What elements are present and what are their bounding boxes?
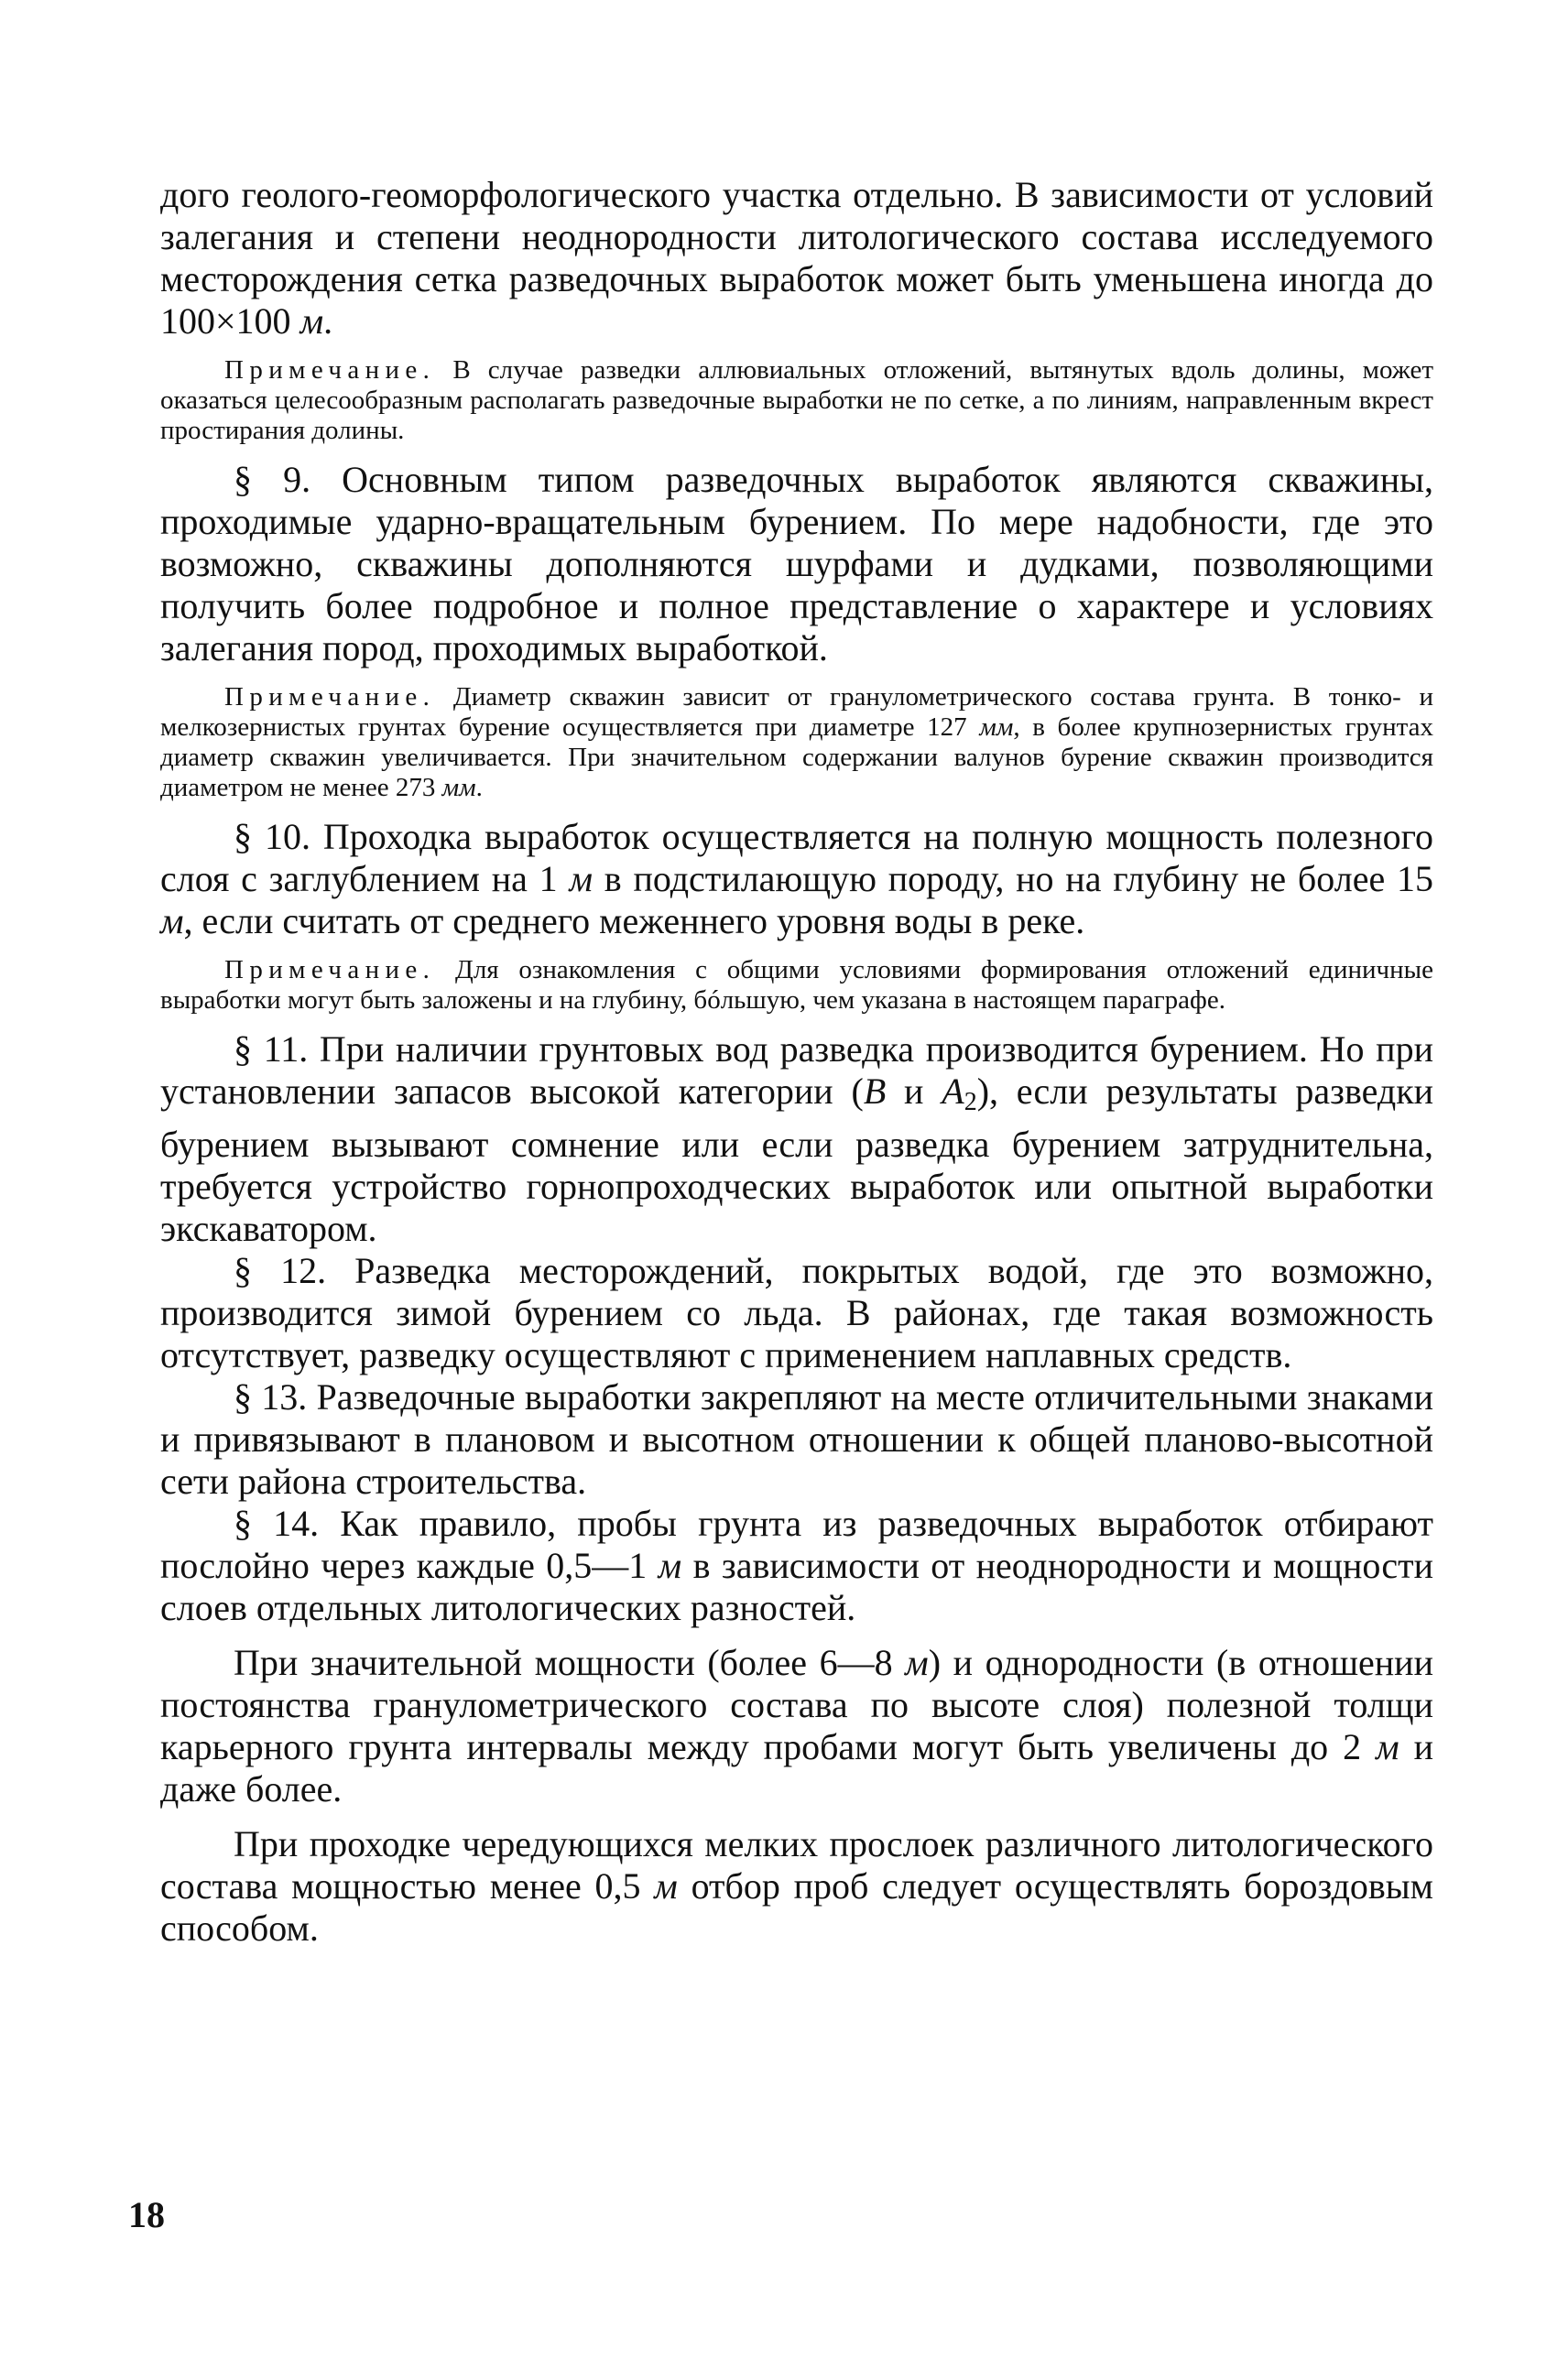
unit-label: м: [654, 1865, 678, 1907]
paragraph-continuation: дого геолого-геоморфологического участка отдельно. В зависимости от условий залегания и степени неоднородности литологического состава исследуемого месторождения сетка разведочных выработок может быть уменьшена иногда до 100×100 м.: [160, 174, 1433, 342]
section-12: [160, 1250, 1433, 1376]
unit-label: мм: [441, 773, 476, 802]
unit-label: м: [1376, 1726, 1399, 1767]
page-body: [160, 174, 1433, 1950]
section-13: [160, 1376, 1433, 1503]
unit-label: м: [569, 858, 593, 899]
paragraph-thickness: [160, 1642, 1433, 1810]
unit-label: м: [905, 1642, 929, 1683]
section-14: [160, 1503, 1433, 1629]
section-text: и: [904, 1070, 924, 1112]
note-text: Диаметр скважин зависит от гранулометрического состава грунта. В тонко- и мелкозернистых грунтах бурение осуществляется при диаметре 127: [160, 682, 1433, 742]
paragraph-layers: [160, 1823, 1433, 1950]
section-text: в подстилающую породу, но на глубину не более 15: [604, 858, 1434, 899]
section-text: , если считать от среднего меженнего уровня воды в реке.: [183, 900, 1085, 941]
page-number: 18: [128, 2194, 165, 2235]
unit-label: м: [299, 300, 324, 342]
unit-label: м: [658, 1545, 682, 1586]
section-text: § 11. При наличии грунтовых вод разведка производится бурением. Но при установлении запасов высокой категории (: [160, 1028, 1433, 1112]
section-text: § 9. Основным типом разведочных выработок являются скважины, проходимые ударно-вращательным бурением. По мере надобности, где это возможно, скважины дополняются шурфами и дудками, позволяющими получить более подробное и полное представление о характере и условиях залегания пород, проходимых выработкой.: [160, 459, 1433, 668]
section-text: § 12. Разведка месторождений, покрытых водой, где это возможно, производится зимой бурением со льда. В районах, где такая возможность отсутствует, разведку осуществляют с применением наплавных средств.: [160, 1250, 1433, 1375]
paragraph-text: ) и однородности (в отношении постоянства гранулометрического состава по высоте слоя) полезной толщи карьерного грунта интервалы между пробами могут быть увеличены до 2: [160, 1642, 1433, 1767]
section-text: в зависимости от неоднородности и мощности слоев отдельных литологических разностей.: [160, 1545, 1434, 1628]
note-3: [160, 955, 1433, 1016]
section-text: § 10. Проходка выработок осуществляется на полную мощность полезного слоя с заглублением на 1: [160, 816, 1433, 899]
category-label: B: [863, 1070, 887, 1112]
paragraph-text: При значительной мощности (более 6—8: [234, 1642, 893, 1683]
note-label: Примечание.: [224, 682, 436, 712]
note-2: Примечание. Диаметр скважин зависит от гранулометрического состава грунта. В тонко- и мелкозернистых грунтах бурение осуществляется при диаметре 127 мм, в более крупнозернистых грунтах диаметр скважин увеличивается. При значительном содержании валунов бурение скважин производится диаметром не менее 273 мм.: [160, 682, 1434, 802]
section-10: [160, 816, 1433, 942]
paragraph-text: отбор проб следует осуществлять бороздовым способом.: [160, 1865, 1433, 1949]
paragraph-text: дого геолого-геоморфологического участка отдельно. В зависимости от условий залегания и степени неоднородности литологического состава исследуемого месторождения сетка разведочных выработок может быть уменьшена иногда до 100×100: [160, 174, 1433, 342]
note-text: Для ознакомления с общими условиями формирования отложений единичные выработки могут быть заложены и на глубину, бóльшую, чем указана в настоящем параграфе.: [160, 955, 1434, 1015]
note-label: Примечание.: [224, 955, 436, 984]
note-text: В случае разведки аллювиальных отложений, вытянутых вдоль долины, может оказаться целесообразным располагать разведочные выработки не по сетке, а по линиям, направленным вкрест простирания долины.: [160, 355, 1434, 445]
paragraph-text: При проходке чередующихся мелких прослоек различного литологического состава мощностью менее 0,5: [160, 1823, 1433, 1907]
unit-label: мм: [979, 712, 1014, 742]
section-11: [160, 1028, 1433, 1250]
category-label: A: [942, 1070, 964, 1112]
note-1: [160, 355, 1433, 446]
section-text: ), если результаты разведки бурением вызывают сомнение или если разведка бурением затруднительна, требуется устройство горнопроходческих выработок или опытной выработки экскаватором.: [160, 1070, 1434, 1249]
section-text: § 13. Разведочные выработки закрепляют на месте отличительными знаками и привязывают в плановом и высотном отношении к общей планово-высотной сети района строительства.: [160, 1376, 1433, 1502]
paragraph-text: и даже более.: [160, 1726, 1434, 1809]
section-9: [160, 459, 1433, 669]
section-text: § 14. Как правило, пробы грунта из разведочных выработок отбирают послойно через каждые 0,5—1: [160, 1503, 1433, 1586]
unit-label: м: [160, 900, 184, 941]
category-subscript: 2: [964, 1088, 977, 1116]
note-label: Примечание.: [224, 355, 436, 385]
note-text: , в более крупнозернистых грунтах диаметр скважин увеличивается. При значительном содержании валунов бурение скважин производится диаметром не менее 273: [160, 712, 1434, 802]
